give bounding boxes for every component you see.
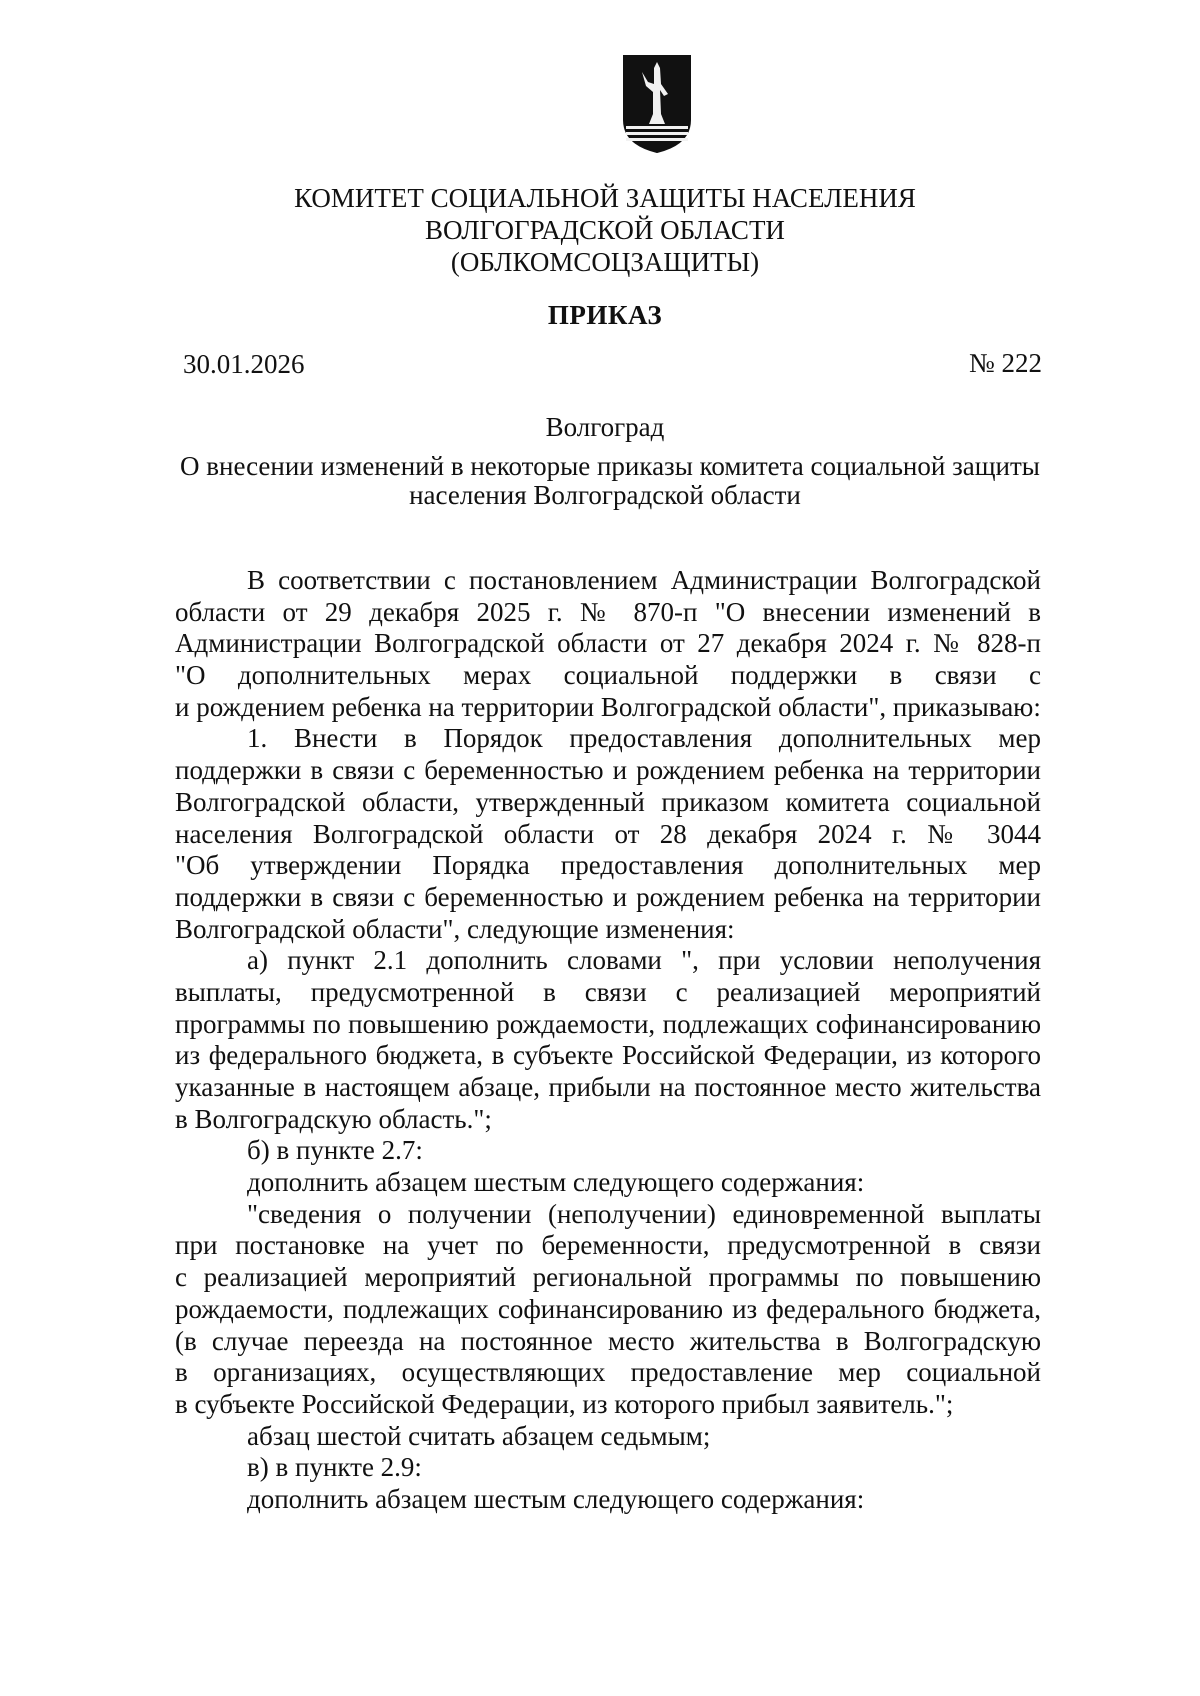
body-line: в субъекте Российской Федерации, из которого прибыл заявитель."; [175,1388,954,1419]
body-line: указанные в настоящем абзаце, прибыли на постоянное место жительства [175,1072,1041,1102]
body-line: населения Волгоградской области от 28 декабря 2024 г. № 3044 [175,818,1041,849]
organization-header [180,182,1030,278]
volgograd-emblem [618,54,696,154]
body-line: из федерального бюджета, в субъекте Российской Федерации, из которого [175,1040,1041,1071]
order-date: 30.01.2026 [183,349,305,379]
body-line: В соответствии с постановлением Администрации Волгоградской [247,565,1041,595]
body-line: "О дополнительных мерах социальной поддержки в связи с [175,660,1041,691]
body-line: программы по повышению рождаемости, подлежащих софинансированию [175,1008,1041,1039]
header-line-1: КОМИТЕТ СОЦИАЛЬНОЙ ЗАЩИТЫ НАСЕЛЕНИЯ [294,183,916,213]
subject-line-1: О внесении изменений в некоторые приказы комитета социальной защиты [180,451,1040,481]
body-line: дополнить абзацем шестым следующего содержания: [247,1167,865,1198]
body-line: а) пункт 2.1 дополнить словами ", при условии неполучения [247,945,1041,976]
body-line: и рождением ребенка на территории Волгоградской области", приказываю: [175,691,1041,722]
body-line: абзац шестой считать абзацем седьмым; [247,1420,711,1451]
body-line: Администрации Волгоградской области от 27 декабря 2024 г. № 828-п [175,628,1041,659]
body-line: поддержки в связи с беременностью и рождением ребенка на территории [175,881,1041,912]
city: Волгоград [545,412,665,442]
body-line: поддержки в связи с беременностью и рождением ребенка на территории [175,755,1041,786]
body-line: б) в пункте 2.7: [247,1135,423,1166]
body-line: (в случае переезда на постоянное место жительства в Волгоградскую [175,1325,1041,1356]
order-body [175,565,1041,1516]
order-title: ПРИКАЗ [547,300,663,330]
body-line: в Волгоградскую область."; [175,1103,492,1134]
body-line: с реализацией мероприятий региональной программы по повышению [175,1262,1041,1293]
header-line-3: (ОБЛКОМСОЦЗАЩИТЫ) [450,247,760,277]
header-line-2: ВОЛГОГРАДСКОЙ ОБЛАСТИ [425,215,785,245]
body-line: при постановке на учет по беременности, предусмотренной в связи [175,1230,1041,1261]
body-line: в организациях, осуществляющих предоставление мер социальной [175,1357,1041,1388]
body-line: в) в пункте 2.9: [247,1452,422,1483]
order-number: № 222 [968,348,1042,378]
subject-line-2: населения Волгоградской области [409,480,801,510]
order-subject [180,451,1040,510]
body-line: дополнить абзацем шестым следующего содержания: [247,1483,865,1514]
body-line: "Об утверждении Порядка предоставления дополнительных мер [175,850,1041,881]
body-line: выплаты, предусмотренной в связи с реализацией мероприятий [175,976,1041,1007]
body-line: 1. Внести в Порядок предоставления дополнительных мер [247,723,1041,754]
body-line: "сведения о получении (неполучении) единовременной выплаты [247,1198,1041,1229]
body-line: Волгоградской области, утвержденный приказом комитета социальной [175,786,1041,817]
body-line: области от 29 декабря 2025 г. № 870-п "О внесении изменений в [175,596,1041,627]
body-line: рождаемости, подлежащих софинансированию из федерального бюджета, [175,1293,1041,1324]
body-line: Волгоградской области", следующие изменения: [175,913,735,944]
